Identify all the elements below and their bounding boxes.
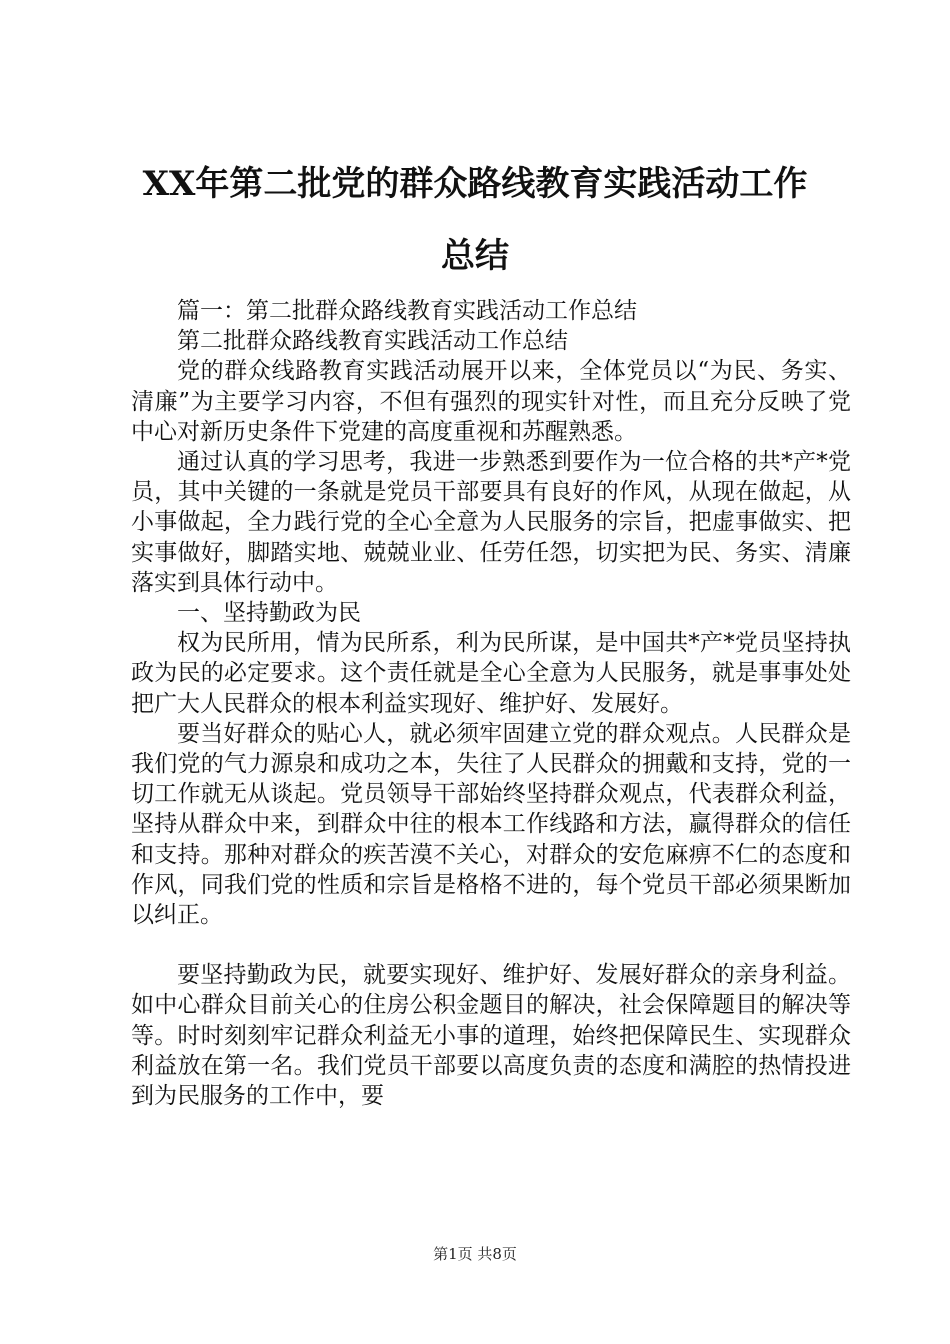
page-number-footer: 第1页 共8页: [433, 1245, 517, 1263]
subtitle: 第二批群众路线教育实践活动工作总结: [177, 328, 568, 355]
title-line-1: XX年第二批党的群众路线教育实践活动工作: [142, 164, 808, 204]
document-title: [100, 148, 850, 292]
paragraph: 权为民所用，情为民所系，利为民所谋，是中国共*产*党员坚持执政为民的必定要求。这个责任就是全心全意为人民服务，就是事事处处把广大人民群众的根本利益实现好、维护好、发展好。: [131, 630, 851, 717]
paragraph: 要坚持勤政为民，就要实现好、维护好、发展好群众的亲身利益。如中心群众目前关心的住房公积金题目的解决，社会保障题目的解决等等。时时刻刻牢记群众利益无小事的道理，始终把保障民生、实现群众利益放在第一名。我们党员干部要以高度负责的态度和满腔的热情投进到为民服务的工作中，要: [131, 962, 851, 1110]
title-line-2: 总结: [441, 236, 509, 276]
document-body: [131, 296, 851, 1111]
section-heading: 篇一：第二批群众路线教育实践活动工作总结: [177, 298, 637, 324]
paragraph: 要当好群众的贴心人，就必须牢固建立党的群众观点。人民群众是我们党的气力源泉和成功之本，失往了人民群众的拥戴和支持，党的一切工作就无从谈起。党员领导干部始终坚持群众观点，代表群众利益，坚持从群众中来，到群众中往的根本工作线路和方法，赢得群众的信任和支持。那种对群众的疾苦漠不关心，对群众的安危麻痹不仁的态度和作风，同我们党的性质和宗旨是格格不进的，每个党员干部必须果断加以纠正。: [131, 720, 851, 929]
paragraph: 通过认真的学习思考，我进一步熟悉到要作为一位合格的共*产*党员，其中关键的一条就是党员干部要具有良好的作风，从现在做起，从小事做起，全力践行党的全心全意为人民服务的宗旨，把虚事做实、把实事做好，脚踏实地、兢兢业业、任劳任怨，切实把为民、务实、清廉落实到具体行动中。: [131, 449, 852, 596]
section-heading: 一、坚持勤政为民: [177, 600, 361, 627]
paragraph: 党的群众线路教育实践活动展开以来，全体党员以“为民、务实、清廉”为主要学习内容，不但有强烈的现实针对性，而且充分反映了党中心对新历史条件下党建的高度重视和苏醒熟悉。: [131, 358, 851, 445]
